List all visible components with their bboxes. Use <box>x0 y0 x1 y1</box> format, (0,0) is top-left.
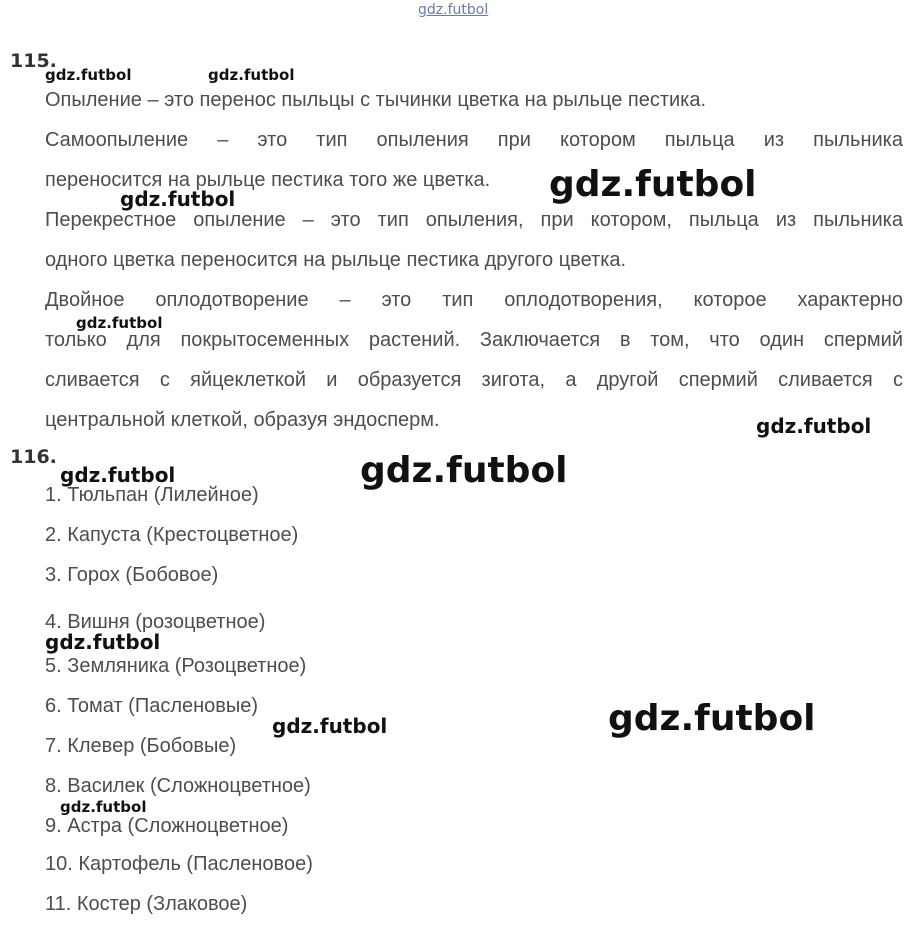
list-item: 6. Томат (Пасленовые) <box>45 695 259 717</box>
watermark: gdz.futbol <box>272 714 388 738</box>
text-line: одного цветка переносится на рыльце пестика другого цветка. <box>45 249 627 271</box>
text-line: Самоопыление – это тип опыления при котором пыльца из пыльника <box>45 129 903 151</box>
list-item: 3. Горох (Бобовое) <box>45 564 219 586</box>
text-line: Опыление – это перенос пыльцы с тычинки цветка на рыльце пестика. <box>45 89 707 111</box>
list-item: 1. Тюльпан (Лилейное) <box>45 484 259 506</box>
list-item: 2. Капуста (Крестоцветное) <box>45 524 299 546</box>
watermark: gdz.futbol <box>360 450 568 491</box>
exercise-number-116: 116. <box>10 446 57 468</box>
text-line: Двойное оплодотворение – это тип оплодотворения, которое характерно <box>45 289 903 311</box>
list-item: 8. Василек (Сложноцветное) <box>45 775 311 797</box>
watermark: gdz.futbol <box>756 414 872 438</box>
watermark: gdz.futbol <box>608 698 816 739</box>
watermark: gdz.futbol <box>60 798 147 816</box>
text-line: центральной клеткой, образуя эндосперм. <box>45 409 440 431</box>
text-line: сливается с яйцеклеткой и образуется зигота, а другой спермий сливается с <box>45 369 903 391</box>
list-item: 10. Картофель (Пасленовое) <box>45 853 313 875</box>
exercise-115-text <box>45 80 903 440</box>
exercise-number-115: 115. <box>10 50 57 72</box>
watermark: gdz.futbol <box>120 187 236 211</box>
text-line: Перекрестное опыление – это тип опыления, при котором, пыльца из пыльника <box>45 209 903 231</box>
watermark: gdz.futbol <box>60 463 176 487</box>
text-line: только для покрытосеменных растений. Заключается в том, что один спермий <box>45 329 903 351</box>
list-item: 9. Астра (Сложноцветное) <box>45 815 289 837</box>
watermark: gdz.futbol <box>76 314 163 332</box>
watermark: gdz.futbol <box>45 66 132 84</box>
watermark-top: gdz.futbol <box>418 2 489 18</box>
watermark: gdz.futbol <box>208 66 295 84</box>
watermark: gdz.futbol <box>549 164 757 205</box>
list-item: 5. Земляника (Розоцветное) <box>45 655 307 677</box>
list-item: 4. Вишня (розоцветное) <box>45 611 266 633</box>
watermark: gdz.futbol <box>45 630 161 654</box>
list-item: 11. Костер (Злаковое) <box>45 893 248 915</box>
list-item: 7. Клевер (Бобовые) <box>45 735 237 757</box>
text-line: переносится на рыльце пестика того же цветка. <box>45 169 491 191</box>
